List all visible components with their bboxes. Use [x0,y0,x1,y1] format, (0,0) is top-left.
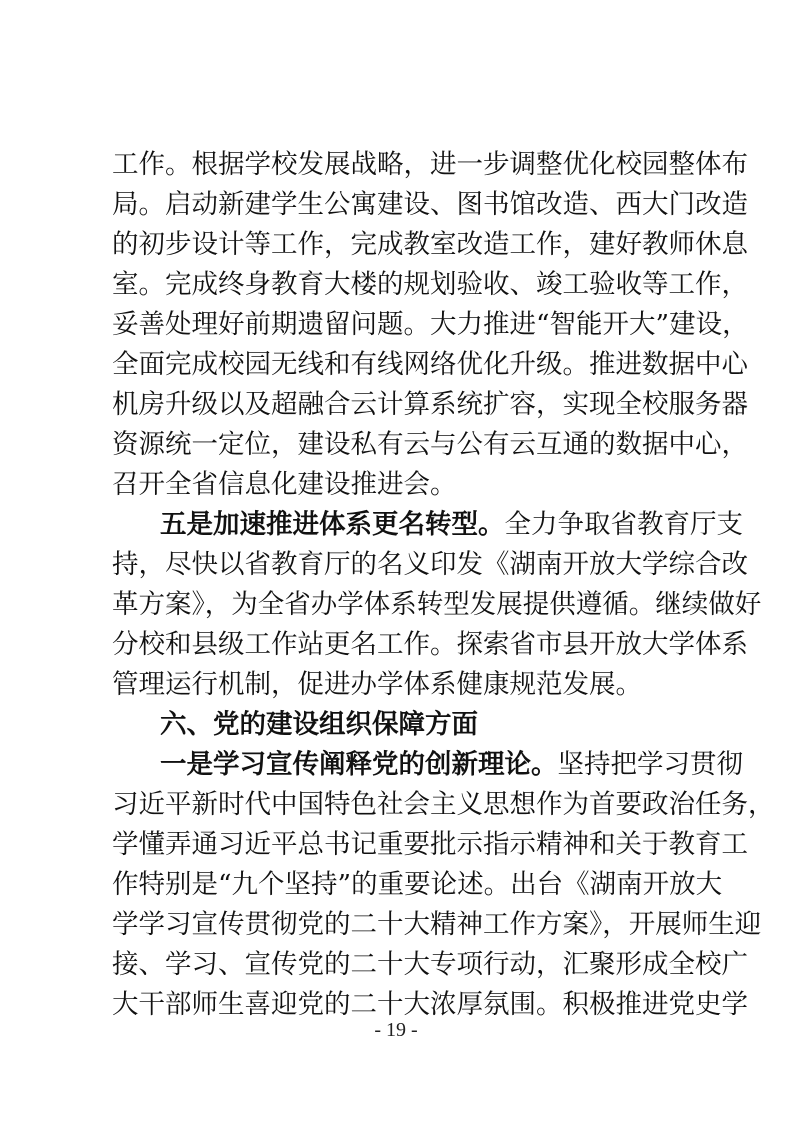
paragraph-line: 管理运行机制，促进办学体系健康规范发展。 [112,669,642,700]
paragraph-lead: 一是学习宣传阐释党的创新理论。 [160,749,558,780]
page-number: - 19 - [374,1019,418,1041]
paragraph-text: 全力争取省教育厅支 [504,509,743,540]
paragraph-line: 大干部师生喜迎党的二十大浓厚氛围。积极推进党史学 [112,989,748,1020]
paragraph-line: 工作。根据学校发展战略，进一步调整优化校园整体布 [112,149,748,180]
paragraph-line: 持，尽快以省教育厅的名义印发《湖南开放大学综合改 [112,549,748,580]
paragraph-line: 资源统一定位，建设私有云与公有云互通的数据中心， [112,429,748,460]
paragraph-line: 全面完成校园无线和有线网络优化升级。推进数据中心 [112,349,748,380]
paragraph-first-line [160,505,743,545]
paragraph-line: 局。启动新建学生公寓建设、图书馆改造、西大门改造 [112,189,748,220]
paragraph-text: 坚持把学习贯彻 [557,749,743,780]
section-heading: 六、党的建设组织保障方面 [160,709,478,740]
paragraph-line: 学懂弄通习近平总书记重要批示指示精神和关于教育工 [112,829,748,860]
paragraph-line: 召开全省信息化建设推进会。 [112,469,457,500]
paragraph-lead: 五是加速推进体系更名转型。 [160,509,505,540]
paragraph-line: 室。完成终身教育大楼的规划验收、竣工验收等工作， [112,269,748,300]
paragraph-line: 妥善处理好前期遗留问题。大力推进“智能开大”建设， [112,309,749,340]
paragraph-first-line [160,745,743,785]
paragraph-line: 接、学习、宣传党的二十大专项行动，汇聚形成全校广 [112,949,748,980]
paragraph-line: 习近平新时代中国特色社会主义思想作为首要政治任务， [112,789,775,820]
paragraph-line: 的初步设计等工作，完成教室改造工作，建好教师休息 [112,229,748,260]
paragraph-line: 分校和县级工作站更名工作。探索省市县开放大学体系 [112,629,748,660]
paragraph-line: 作特别是“九个坚持”的重要论述。出台《湖南开放大 [112,869,723,900]
paragraph-line: 学学习宣传贯彻党的二十大精神工作方案》，开展师生迎 [112,909,762,940]
paragraph-line: 革方案》，为全省办学体系转型发展提供遵循。继续做好 [112,589,762,620]
paragraph-line: 机房升级以及超融合云计算系统扩容，实现全校服务器 [112,389,748,420]
